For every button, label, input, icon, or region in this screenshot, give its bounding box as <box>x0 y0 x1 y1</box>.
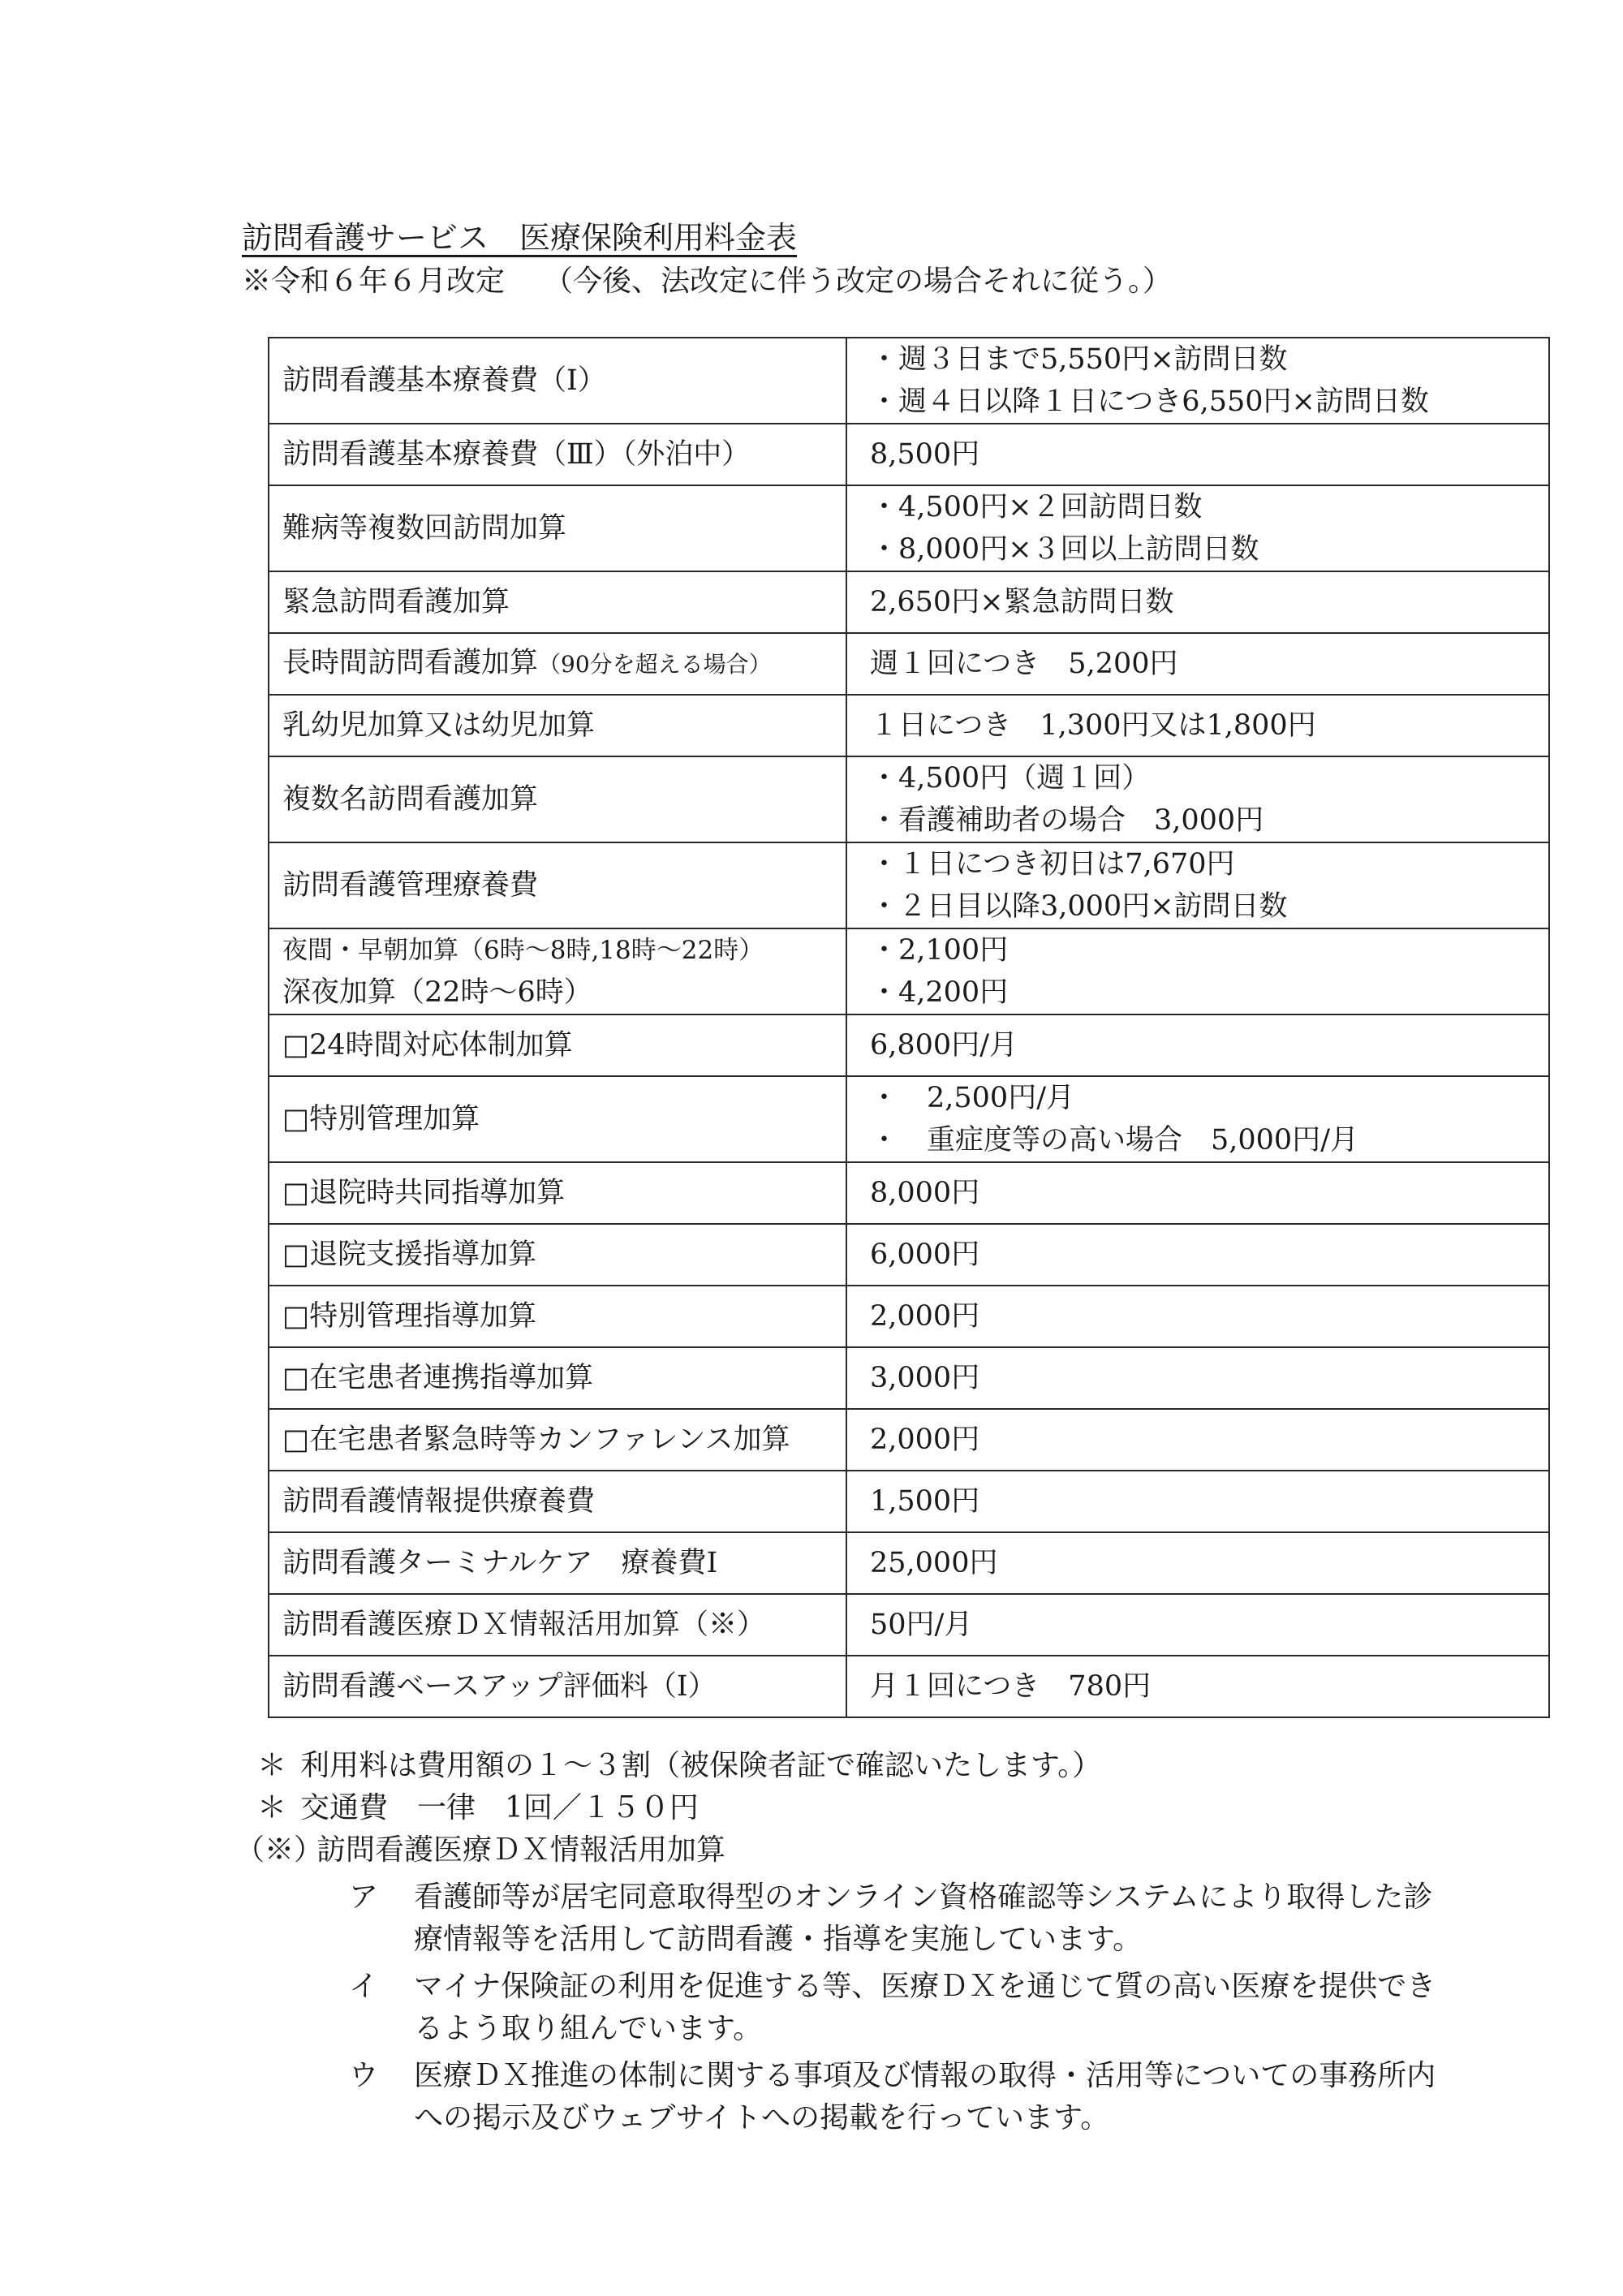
fee-price-cell <box>846 1224 1549 1286</box>
fee-item-label: 難病等複数回訪問加算 <box>282 512 567 545</box>
fee-item-cell <box>269 571 846 633</box>
dx-item-a <box>349 1876 1558 1961</box>
fee-item-label: 訪問看護情報提供療養費 <box>282 1485 596 1518</box>
fee-item-label: □特別管理加算 <box>282 1103 480 1135</box>
fee-item-cell <box>269 338 846 424</box>
note-transport <box>243 1787 1558 1829</box>
fee-item-cell <box>269 1471 846 1532</box>
fee-row <box>269 842 1549 928</box>
fee-item-cell <box>269 424 846 485</box>
fee-item-label: 訪問看護ターミナルケア 療養費Ⅰ <box>282 1547 718 1579</box>
fee-item-cell <box>269 756 846 842</box>
fee-item-cell <box>269 695 846 756</box>
fee-item-label: □在宅患者連携指導加算 <box>282 1362 594 1394</box>
fee-price-line: ・１日につき初日は7,670円 <box>870 848 1235 881</box>
fee-row <box>269 1347 1549 1409</box>
fee-row <box>269 1594 1549 1656</box>
fee-row <box>269 338 1549 424</box>
dx-item-text: マイナ保険証の利用を促進する等、医療ＤＸを通じて質の高い医療を提供できるよう取り組んでいます。 <box>414 1970 1436 2045</box>
revision-line <box>242 258 1172 299</box>
fee-item-label: 訪問看護管理療養費 <box>282 869 539 902</box>
fee-item-label: 長時間訪問看護加算 <box>282 647 539 679</box>
dx-mark: （※） <box>235 1833 324 1867</box>
fee-row <box>269 1162 1549 1224</box>
notes-section <box>235 1745 1558 2139</box>
fee-row <box>269 485 1549 571</box>
fee-item-label: 訪問看護ベースアップ評価料（Ⅰ） <box>282 1670 717 1703</box>
fee-row <box>269 1076 1549 1162</box>
fee-row <box>269 1409 1549 1471</box>
fee-row <box>269 1014 1549 1076</box>
fee-price-line: 2,000円 <box>870 1424 980 1456</box>
dx-item-i <box>349 1966 1558 2050</box>
dx-item-text: 医療ＤＸ推進の体制に関する事項及び情報の取得・活用等についての事務所内への掲示及びウェブサイトへの掲載を行っています。 <box>414 2059 1436 2134</box>
fee-price-line: 50円/月 <box>870 1609 973 1641</box>
dx-item-text: 看護師等が居宅同意取得型のオンライン資格確認等システムにより取得した診療情報等を活用して訪問看護・指導を実施しています。 <box>414 1880 1433 1956</box>
fee-price-line: ・２日目以降3,000円×訪問日数 <box>870 890 1288 923</box>
note-copay <box>243 1745 1558 1787</box>
fee-price-line: 週１回につき 5,200円 <box>870 648 1178 680</box>
fee-item-label: 訪問看護基本療養費（Ⅲ）（外泊中） <box>282 438 751 471</box>
fee-price-cell <box>846 1347 1549 1409</box>
fee-price-cell <box>846 424 1549 485</box>
fee-item-cell <box>269 928 846 1014</box>
fee-price-cell <box>846 842 1549 928</box>
fee-price-line: ・ 2,500円/月 <box>870 1082 1074 1114</box>
fee-price-line: 8,000円 <box>870 1177 980 1209</box>
note-text: 交通費 一律 1回／１５０円 <box>300 1791 699 1824</box>
fee-price-line: ・週４日以降１日につき6,550円×訪問日数 <box>870 386 1429 418</box>
fee-price-cell <box>846 1594 1549 1656</box>
note-mark: ＊ <box>256 1749 286 1782</box>
fee-price-cell <box>846 571 1549 633</box>
fee-price-line: 2,650円×緊急訪問日数 <box>870 586 1174 618</box>
revision-date: ※令和６年６月改定 <box>242 265 506 298</box>
fee-row <box>269 1656 1549 1717</box>
fee-item-line: 深夜加算（22時～6時） <box>282 976 592 1009</box>
dx-title: 訪問看護医療ＤＸ情報活用加算 <box>316 1833 726 1867</box>
note-text: 利用料は費用額の１～３割（被保険者証で確認いたします。） <box>300 1749 1102 1782</box>
fee-price-line: 3,000円 <box>870 1362 980 1394</box>
fee-row <box>269 633 1549 695</box>
fee-item-label: 訪問看護基本療養費（Ⅰ） <box>282 364 606 397</box>
fee-item-label: 乳幼児加算又は幼児加算 <box>282 709 596 742</box>
fee-item-label: 複数名訪問看護加算 <box>282 783 539 816</box>
fee-price-line: 1,500円 <box>870 1485 980 1518</box>
fee-item-cell <box>269 1532 846 1594</box>
fee-price-line: ・ 重症度等の高い場合 5,000円/月 <box>870 1124 1358 1157</box>
fee-item-label: □特別管理指導加算 <box>282 1300 537 1333</box>
fee-price-cell <box>846 1409 1549 1471</box>
fee-price-line: 月１回につき 780円 <box>870 1670 1152 1703</box>
fee-price-line: ・4,200円 <box>870 976 1009 1009</box>
fee-item-cell <box>269 1162 846 1224</box>
fee-row <box>269 424 1549 485</box>
fee-item-label: □在宅患者緊急時等カンファレンス加算 <box>282 1424 790 1456</box>
dx-item-letter: ア <box>349 1880 379 1914</box>
fee-price-line: 2,000円 <box>870 1300 980 1333</box>
fee-price-cell <box>846 1471 1549 1532</box>
fee-row <box>269 756 1549 842</box>
fee-item-label: □退院支援指導加算 <box>282 1238 537 1271</box>
note-mark: ＊ <box>256 1791 286 1824</box>
fee-item-cell <box>269 1656 846 1717</box>
dx-item-u <box>349 2055 1558 2139</box>
fee-item-cell <box>269 485 846 571</box>
fee-price-line: ・8,000円×３回以上訪問日数 <box>870 533 1259 566</box>
fee-price-line: 25,000円 <box>870 1547 998 1579</box>
fee-item-label: □退院時共同指導加算 <box>282 1177 566 1209</box>
fee-item-label: 訪問看護医療ＤＸ情報活用加算（※） <box>282 1609 766 1641</box>
fee-item-note: （90分を超える場合） <box>538 651 772 678</box>
fee-price-cell <box>846 1076 1549 1162</box>
fee-row <box>269 695 1549 756</box>
fee-item-cell <box>269 1594 846 1656</box>
fee-price-cell <box>846 1532 1549 1594</box>
fee-price-cell <box>846 756 1549 842</box>
fee-price-line: ・4,500円（週１回） <box>870 762 1151 795</box>
fee-price-line: １日につき 1,300円又は1,800円 <box>870 709 1316 742</box>
revision-note: （今後、法改定に伴う改定の場合それに従う。） <box>544 265 1173 298</box>
fee-price-cell <box>846 1656 1549 1717</box>
fee-price-line: ・2,100円 <box>870 934 1009 967</box>
fee-table <box>268 337 1550 1718</box>
fee-price-cell <box>846 1286 1549 1347</box>
fee-price-line: 6,800円/月 <box>870 1029 1018 1062</box>
fee-item-cell <box>269 1286 846 1347</box>
dx-heading <box>235 1829 1558 1872</box>
fee-price-cell <box>846 485 1549 571</box>
fee-item-label: □24時間対応体制加算 <box>282 1029 573 1062</box>
dx-item-letter: イ <box>349 1970 379 2003</box>
fee-item-label: 緊急訪問看護加算 <box>282 586 510 618</box>
fee-row <box>269 1471 1549 1532</box>
fee-price-cell <box>846 695 1549 756</box>
page-title: 訪問看護サービス 医療保険利用料金表 <box>242 220 798 256</box>
fee-price-cell <box>846 1162 1549 1224</box>
fee-row <box>269 1224 1549 1286</box>
fee-price-cell <box>846 1014 1549 1076</box>
fee-row <box>269 928 1549 1014</box>
fee-price-line: 8,500円 <box>870 438 980 471</box>
fee-item-cell <box>269 633 846 695</box>
fee-price-cell <box>846 928 1549 1014</box>
fee-price-cell <box>846 338 1549 424</box>
fee-item-cell <box>269 1224 846 1286</box>
fee-price-line: ・4,500円×２回訪問日数 <box>870 491 1203 523</box>
fee-item-cell <box>269 1076 846 1162</box>
fee-row <box>269 1532 1549 1594</box>
fee-row <box>269 1286 1549 1347</box>
fee-price-cell <box>846 633 1549 695</box>
fee-item-cell <box>269 1347 846 1409</box>
fee-price-line: 6,000円 <box>870 1238 980 1271</box>
fee-item-line: 夜間・早朝加算（6時～8時,18時～22時） <box>282 936 764 965</box>
fee-price-line: ・週３日まで5,550円×訪問日数 <box>870 343 1288 376</box>
fee-item-cell <box>269 842 846 928</box>
fee-item-cell <box>269 1409 846 1471</box>
fee-row <box>269 571 1549 633</box>
fee-price-line: ・看護補助者の場合 3,000円 <box>870 804 1264 837</box>
fee-item-cell <box>269 1014 846 1076</box>
dx-item-letter: ウ <box>349 2059 379 2092</box>
